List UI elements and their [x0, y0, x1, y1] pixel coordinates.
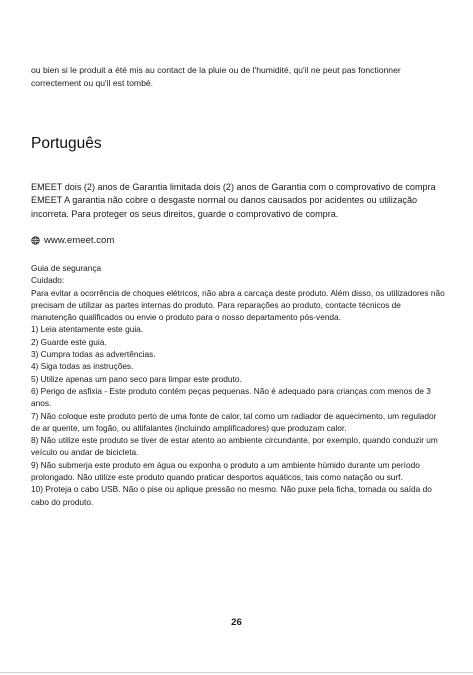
- warranty-paragraph: EMEET dois (2) anos de Garantia limitada dois (2) anos de Garantia com o comprovativo de compra EMEET A garantia não cobre o desgaste normal ou danos causados por acidentes ou utilização incorreta. Para proteger os seus direitos, guarde o comprovativo de compra.: [31, 182, 436, 219]
- list-item: 8) Não utilize este produto se tiver de estar atento ao ambiente circundante, por exemplo, quando conduzir um veículo ou andar de bicicleta.: [31, 435, 438, 458]
- caution-label: Cuidado:: [31, 275, 65, 286]
- list-item: 5) Utilize apenas um pano seco para limpar este produto.: [31, 373, 242, 384]
- list-item: 3) Cumpra todas as advertências.: [31, 349, 156, 360]
- list-item: 7) Não coloque este produto perto de uma fonte de calor, tal como um radiador de aquecimento, um regulador de ar quente, um fogão, ou altifalantes (incluindo amplificadores) que produzam calor.: [31, 410, 437, 433]
- list-item: 6) Perigo de asfixia - Este produto contém peças pequenas. Não é adequado para crianças com menos de 3 anos.: [31, 385, 431, 409]
- list-item: 9) Não submerja este produto em água ou exponha o produto a um ambiente húmido durante um período prolongado. Não utilize este produto quando praticar desportos aquáticos, tais como natação ou surf.: [31, 459, 420, 483]
- website-link[interactable]: www.emeet.com: [44, 235, 115, 246]
- caution-text: Para evitar a ocorrência de choques elétricos, não abra a carcaça deste produto. Além disso, os utilizadores não precisam de utilizar as partes internas do produto. Para reparações ao produto, contacte técnicos de manutenção qualificados ou envie o produto para o nosso departamento pós-venda.: [31, 287, 445, 323]
- safety-heading: Guia de segurança: [31, 263, 102, 273]
- intro-paragraph: ou bien si le produit a été mis au contact de la pluie ou de l'humidité, qu'il ne peut pas fonctionner correctement ou qu'il est tombé.: [31, 65, 401, 88]
- section-title: Português: [31, 135, 102, 152]
- website-line: [31, 234, 114, 247]
- list-item: 4) Siga todas as instruções.: [31, 361, 134, 372]
- globe-icon: [31, 236, 40, 245]
- safety-guide: [31, 262, 445, 508]
- page-number: 26: [231, 617, 242, 628]
- bottom-divider: [0, 672, 473, 673]
- list-item: 1) Leia atentamente este guia.: [31, 324, 144, 335]
- safety-list: [31, 323, 445, 507]
- list-item: 2) Guarde este guia.: [31, 336, 107, 347]
- list-item: 10) Proteja o cabo USB. Não o pise ou aplique pressão no mesmo. Não puxe pela ficha, tomada ou saída do cabo do produto.: [31, 484, 432, 507]
